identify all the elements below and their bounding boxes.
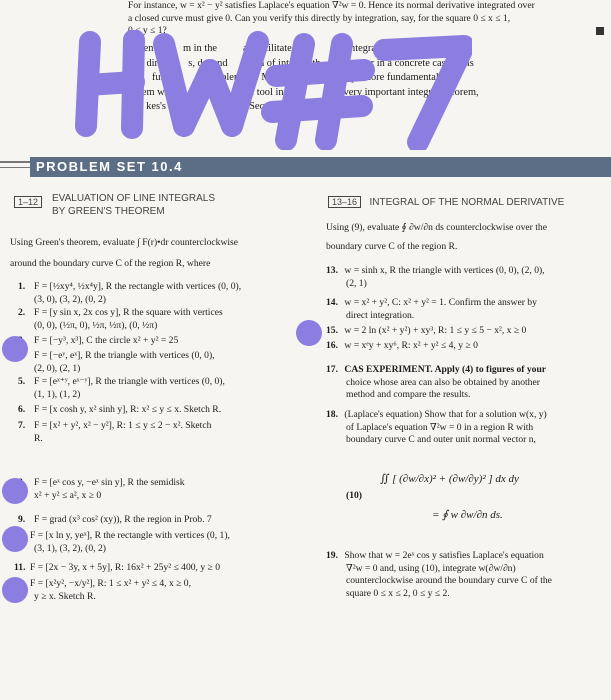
problem-3 [18, 335, 310, 348]
hw-annotation [72, 30, 472, 150]
problem-19-line-3: counterclockwise around the boundary curve C of the [346, 575, 552, 586]
problem-18-line-3: boundary curve C and outer unit normal vector n, [346, 434, 536, 445]
right-section-title: INTEGRAL OF THE NORMAL DERIVATIVE [369, 197, 565, 208]
left-intro-line-2: around the boundary curve C of the region R, where [10, 257, 211, 269]
left-section-header [14, 192, 314, 217]
para-line-3: tra fun roblem set. Mor and perhaps more fundamentally, [128, 72, 449, 83]
problem-12-line-1: F = [x²y², −x/y²], R: 1 ≤ x² + y² ≤ 4, x ≥ 0, [30, 578, 192, 589]
left-range-box: 1–12 [14, 196, 42, 208]
problem-10 [14, 530, 314, 555]
problem-14-line-2: direct integration. [346, 309, 415, 321]
problem-2-number: 2. [18, 307, 26, 318]
problem-15-number: 15. [326, 325, 338, 336]
problem-12 [14, 578, 314, 603]
problem-10-line-1: F = [x ln y, yeˣ], R the rectangle with vertices (0, 1), [30, 530, 230, 541]
problem-2 [18, 307, 318, 332]
problem-1 [18, 281, 310, 306]
right-intro-line-1: Using (9), evaluate ∮ ∂w/∂n ds counterclockwise over the [326, 222, 547, 233]
problem-19-line-4: square 0 ≤ x ≤ 2, 0 ≤ y ≤ 2. [346, 587, 450, 599]
problem-11-line-1: F = [2x − 3y, x + 5y], R: 16x² + 25y² ≤ 400, y ≥ 0 [30, 562, 221, 573]
problem-17-number: 17. [326, 364, 338, 375]
problem-11 [14, 562, 314, 575]
problem-18-line-1: (Laplace's equation) Show that for a solution w(x, y) [344, 409, 547, 420]
problem-7-number: 7. [18, 420, 26, 431]
problem-9 [18, 514, 310, 527]
problem-18-line-2: of Laplace's equation ∇²w = 0 in a region R with [346, 421, 534, 433]
problem-13-number: 13. [326, 265, 338, 276]
end-of-proof-icon [596, 27, 604, 35]
problem-1-number: 1. [18, 281, 26, 292]
problem-6 [18, 404, 310, 417]
problem-4-line-2: (2, 0), (2, 1) [34, 362, 81, 374]
right-range-box: 13–16 [328, 196, 361, 208]
problem-3-line-1: F = [−y³, x³], C the circle x² + y² = 25 [34, 335, 179, 346]
problem-8-line-1: F = [eˣ cos y, −eˣ sin y], R the semidisk [34, 477, 185, 488]
problem-9-line-1: F = grad (x³ cos² (xy)), R the region in Prob. 7 [34, 514, 212, 525]
highlight-dot-problem-8 [2, 478, 28, 504]
problem-16-number: 16. [326, 340, 338, 351]
highlight-dot-problem-4 [2, 336, 28, 362]
problem-1-line-2: (3, 0), (3, 2), (0, 2) [34, 293, 106, 305]
problem-2-line-1: F = [y sin x, 2x cos y], R the square with vertices [34, 307, 223, 318]
problem-16 [326, 340, 611, 353]
problem-6-number: 6. [18, 404, 26, 415]
problem-17-line-1: CAS EXPERIMENT. Apply (4) to figures of your [344, 364, 547, 375]
problem-14-line-1: w = x² + y², C: x² + y² = 1. Confirm the answer by [344, 297, 537, 308]
equation-10-label: (10) [346, 490, 362, 501]
banner-rule-left [0, 161, 30, 163]
problem-9-number: 9. [18, 514, 26, 525]
banner-rule-left-2 [0, 167, 30, 168]
problem-17-line-3: method and compare the results. [346, 389, 471, 400]
highlight-dot-problem-12 [2, 577, 28, 603]
top-line-1: For instance, w = x² − y² satisfies Laplace's equation ∇²w = 0. Hence its normal derivative integrated over [128, 0, 535, 11]
left-intro-line-1: Using Green's theorem, evaluate ∫ F(r)•dr counterclockwise [10, 237, 239, 248]
problem-4-line-1: F = [−eʸ, eˣ], R the triangle with vertices (0, 0), [34, 350, 215, 361]
problem-2-line-2: (0, 0), (½π, 0), ½π, ½π), (0, ½π) [34, 319, 158, 331]
problem-7-line-2: R. [34, 432, 43, 444]
highlight-dot-problem-10 [2, 526, 28, 552]
left-section-title-1: EVALUATION OF LINE INTEGRALS [52, 193, 215, 204]
para-line-5: kes's Sec. 10.9. [128, 101, 291, 112]
problem-10-line-2: (3, 1), (3, 2), (0, 2) [34, 542, 106, 554]
problem-13 [326, 265, 611, 290]
problem-17 [326, 364, 611, 402]
problem-set-title: PROBLEM SET 10.4 [30, 157, 611, 177]
problem-19 [326, 550, 611, 600]
para-line-1: Green's th m in the ay facilitate of integrals and can be used in [128, 43, 463, 54]
problem-6-line-1: F = [x cosh y, x² sinh y], R: x² ≤ y ≤ x. Sketch R. [34, 404, 222, 415]
left-intro [10, 237, 310, 270]
problem-1-line-1: F = [½xy⁴, ½x⁴y], R the rectangle with vertices (0, 0), [34, 281, 242, 292]
problem-15 [326, 325, 611, 338]
problem-8 [18, 477, 310, 502]
problem-5-line-2: (1, 1), (1, 2) [34, 388, 81, 400]
para-line-2: bot direct s, depend kind of integral th is simpler in a concrete case. This [128, 57, 474, 69]
problem-7 [18, 420, 310, 445]
equation-10-line-2: = ∮ w ∂w/∂n ds. [432, 509, 503, 521]
problem-19-line-2: ∇²w = 0 and, using (10), integrate w(∂w/∂n) [346, 562, 516, 574]
problem-16-line-1: w = xᵉy + xy⁶, R: x² + y² ≤ 4, y ≥ 0 [344, 340, 478, 351]
right-intro [326, 222, 611, 253]
problem-5-line-1: F = [eˣ⁺ʸ, eˣ⁻ʸ], R the triangle with vertices (0, 0), [34, 376, 225, 387]
top-line-3: 0 ≤ y ≤ 1? [128, 25, 167, 36]
problem-18 [326, 409, 611, 447]
para-line-4: rem will b l tool in of a very important integral theorem, [128, 86, 479, 98]
problem-5 [18, 376, 310, 401]
problem-18-number: 18. [326, 409, 338, 420]
problem-17-line-2: choice whose area can also be obtained by another [346, 376, 540, 388]
problem-12-line-2: y ≥ x. Sketch R. [34, 590, 96, 602]
problem-11-number: 11. [14, 562, 26, 573]
problem-13-line-2: (2, 1) [346, 277, 367, 289]
right-intro-line-2: boundary curve C of the region R. [326, 240, 458, 252]
problem-set-banner [0, 155, 611, 177]
problem-5-number: 5. [18, 376, 26, 387]
problem-8-line-2: x² + y² ≤ a², x ≥ 0 [34, 489, 102, 501]
problem-19-line-1: Show that w = 2eˣ cos y satisfies Laplace's equation [344, 550, 544, 561]
right-section-header [328, 192, 608, 210]
problem-13-line-1: w = sinh x, R the triangle with vertices (0, 0), (2, 0), [344, 265, 545, 276]
left-section-title-2: BY GREEN'S THEOREM [52, 206, 165, 217]
equation-10-line-1: ∬ [ (∂w/∂x)² + (∂w/∂y)² ] dx dy [380, 473, 519, 485]
problem-4 [18, 350, 310, 375]
problem-7-line-1: F = [x² + y², x² − y²], R: 1 ≤ y ≤ 2 − x². Sketch [34, 420, 212, 431]
equation-10 [340, 460, 610, 540]
top-line-2: a closed curve must give 0. Can you verify this directly by integration, say, for the square 0 ≤ x ≤ 1, [128, 12, 511, 24]
highlight-dot-problem-15 [296, 320, 322, 346]
problem-15-line-1: w = 2 ln (x² + y²) + xy³, R: 1 ≤ y ≤ 5 − x², x ≥ 0 [344, 325, 527, 336]
problem-19-number: 19. [326, 550, 338, 561]
problem-14-number: 14. [326, 297, 338, 308]
problem-14 [326, 297, 611, 322]
